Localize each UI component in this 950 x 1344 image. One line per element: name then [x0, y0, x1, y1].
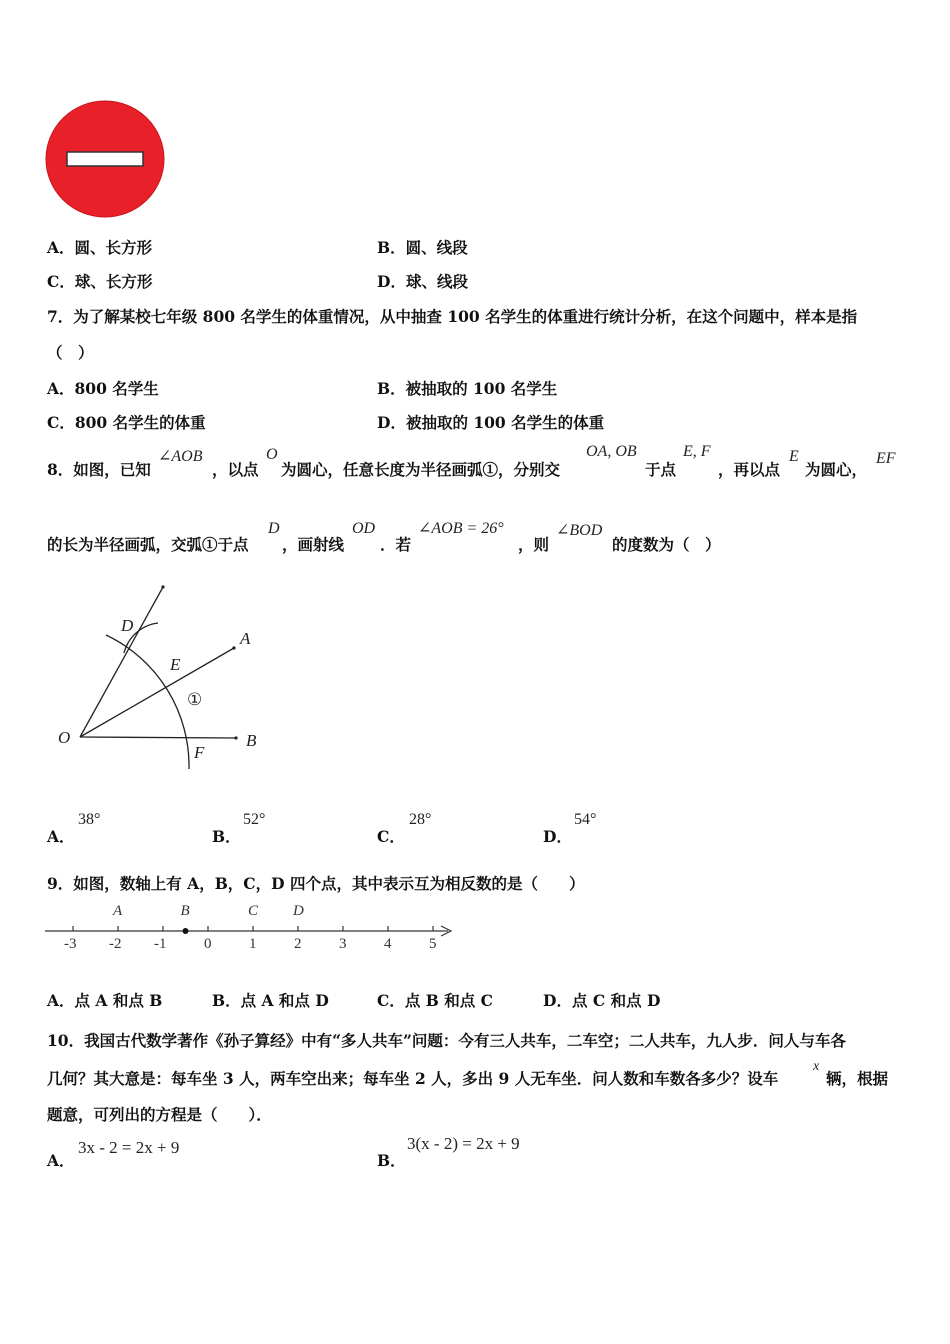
q8-text-3: 为圆心，任意长度为半径画弧①，分别交 — [281, 460, 561, 479]
q8-text-8: ，画射线 — [282, 535, 345, 554]
q8-option-a-label[interactable]: A． — [47, 827, 75, 846]
q8-option-b-label[interactable]: B． — [212, 827, 241, 846]
point-label-a: A — [113, 903, 123, 919]
tick-label: 0 — [204, 936, 212, 952]
tick-label: 2 — [294, 936, 302, 952]
q10-option-a-equation: 3x - 2 = 2x + 9 — [78, 1138, 180, 1157]
point-d-end — [161, 585, 164, 588]
q8-text-9: ．若 — [380, 535, 412, 554]
q10-stem-line1: 10．我国古代数学著作《孙子算经》中有“多人共车”问题：今有三人共车，二车空；二人共车，九人步．问人与车各 — [47, 1031, 846, 1050]
label-e: E — [170, 655, 181, 674]
q7-stem-line1: 7．为了解某校七年级 800 名学生的体重情况，从中抽查 100 名学生的体重进行统计分析，在这个问题中，样本是指 — [47, 307, 858, 326]
q8-math-oa-ob: OA, OB — [586, 443, 637, 460]
label-arc-1: ① — [187, 690, 203, 709]
q8-text-1: 8．如图，已知 — [47, 460, 151, 479]
q8-option-d-value: 54° — [574, 811, 597, 828]
q9-stem: 9．如图，数轴上有 A，B，C，D 四个点，其中表示互为相反数的是（ ） — [47, 874, 585, 893]
q7-option-d[interactable]: D．被抽取的 100 名学生的体重 — [377, 413, 605, 432]
q8-math-od: OD — [352, 520, 376, 537]
q8-option-b-value: 52° — [243, 811, 266, 828]
q9-option-c[interactable]: C．点 B 和点 C — [377, 991, 493, 1010]
q10-math-x: x — [813, 1059, 820, 1074]
q10-stem-line2b: 辆，根据 — [826, 1069, 889, 1088]
q8-math-angle-value: ∠AOB = 26° — [418, 520, 504, 537]
q10-option-b-label[interactable]: B． — [377, 1151, 406, 1170]
sign-bar — [67, 152, 143, 166]
q8-text-5: ，再以点 — [718, 460, 781, 479]
q9-number-line — [40, 895, 460, 955]
label-f: F — [194, 743, 205, 762]
tick-label: -3 — [64, 936, 77, 952]
q8-math-e-f: E, F — [683, 443, 711, 460]
q6-option-d[interactable]: D．球、线段 — [377, 272, 468, 291]
q8-text-11: 的度数为（ ） — [612, 535, 721, 554]
q10-option-b-equation: 3(x - 2) = 2x + 9 — [407, 1134, 520, 1153]
q8-text-10: ，则 — [518, 535, 550, 554]
q8-text-4: 于点 — [645, 460, 677, 479]
q8-text-2: ，以点 — [212, 460, 259, 479]
q8-text-7: 的长为半径画弧，交弧①于点 — [47, 535, 249, 554]
tick-label: 3 — [339, 936, 347, 952]
point-label-d: D — [293, 903, 304, 919]
q7-option-c[interactable]: C．800 名学生的体重 — [47, 413, 206, 432]
label-b: B — [246, 731, 257, 750]
point-a-end — [232, 646, 235, 649]
q8-math-angle-aob: ∠AOB — [158, 448, 203, 465]
q9-option-a[interactable]: A．点 A 和点 B — [47, 991, 163, 1010]
tick-label: 4 — [384, 936, 392, 952]
q8-option-d-label[interactable]: D． — [543, 827, 572, 846]
point-dot-b — [183, 928, 189, 934]
q8-angle-figure — [40, 575, 280, 780]
q6-option-b[interactable]: B．圆、线段 — [377, 238, 468, 257]
ray-ob — [80, 737, 236, 738]
q8-math-o: O — [266, 446, 278, 463]
q6-option-c[interactable]: C．球、长方形 — [47, 272, 153, 291]
tick-label: 5 — [429, 936, 437, 952]
q10-stem-line2a: 几何？其大意是：每车坐 3 人，两车空出来；每车坐 2 人，多出 9 人无车坐．问人数和车数各多少？设车 — [47, 1069, 779, 1088]
label-d: D — [121, 616, 134, 635]
tick-label: -2 — [109, 936, 122, 952]
q8-math-ef: EF — [876, 450, 896, 467]
q7-option-b[interactable]: B．被抽取的 100 名学生 — [377, 379, 558, 398]
q8-math-angle-bod: ∠BOD — [556, 522, 603, 539]
q7-option-a[interactable]: A．800 名学生 — [47, 379, 159, 398]
tick-label: 1 — [249, 936, 257, 952]
q8-option-a-value: 38° — [78, 811, 101, 828]
q8-math-d: D — [268, 520, 280, 537]
q9-option-b[interactable]: B．点 A 和点 D — [212, 991, 329, 1010]
point-b-end — [234, 736, 237, 739]
label-o: O — [58, 728, 71, 747]
q9-option-d[interactable]: D．点 C 和点 D — [543, 991, 661, 1010]
point-label-b: B — [180, 903, 190, 919]
tick-label: -1 — [154, 936, 167, 952]
q8-text-6: 为圆心， — [805, 460, 868, 479]
point-label-c: C — [248, 903, 259, 919]
label-a: A — [240, 629, 251, 648]
q8-option-c-label[interactable]: C． — [377, 827, 405, 846]
q6-option-a[interactable]: A．圆、长方形 — [47, 238, 153, 257]
no-entry-sign-figure — [40, 98, 170, 220]
ray-oa — [80, 648, 234, 737]
q8-option-c-value: 28° — [409, 811, 432, 828]
q8-math-e: E — [789, 448, 799, 465]
q10-option-a-label[interactable]: A． — [47, 1151, 75, 1170]
q10-stem-line3: 题意，可列出的方程是（ ）． — [47, 1105, 272, 1124]
q7-stem-line2: （ ） — [47, 343, 94, 362]
ray-od — [80, 587, 163, 737]
